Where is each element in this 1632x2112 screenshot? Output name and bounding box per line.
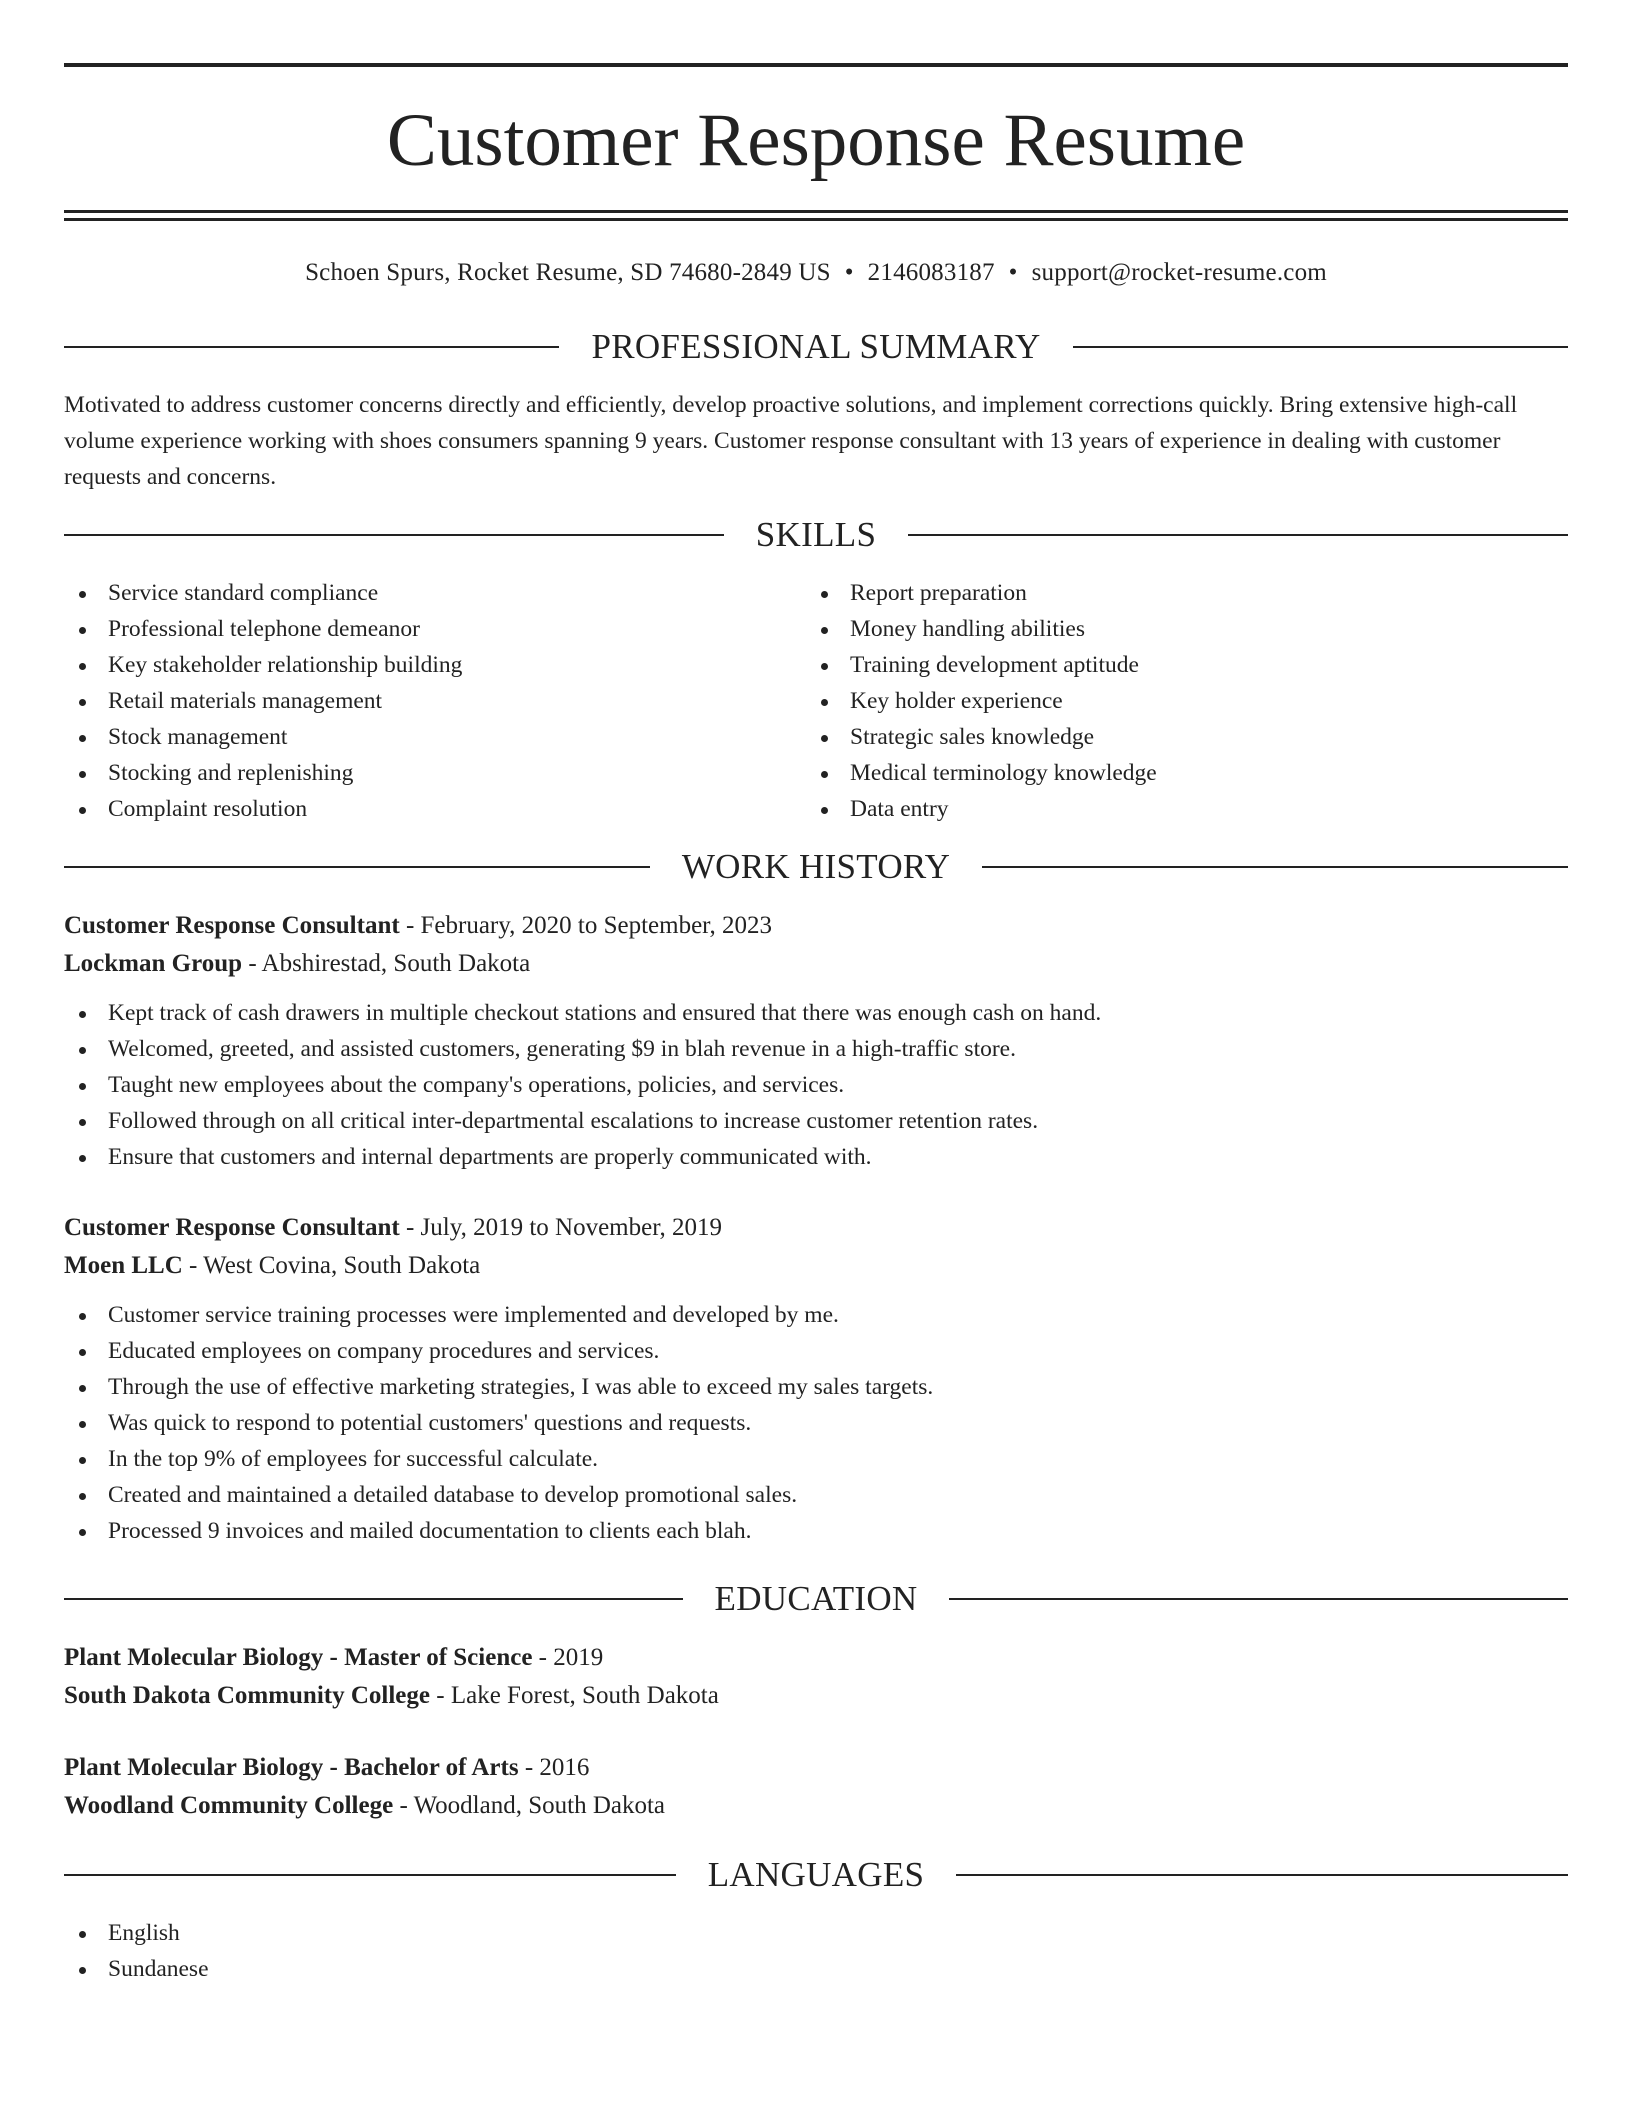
skill-item: Report preparation — [806, 575, 1558, 611]
job-title: Customer Response Consultant — [64, 912, 400, 939]
education-degree-line — [64, 1749, 1568, 1787]
education-year: - 2019 — [532, 1644, 604, 1671]
education-school: South Dakota Community College — [64, 1682, 430, 1709]
education-degree: Plant Molecular Biology - Master of Science — [64, 1644, 533, 1671]
job-dates: - July, 2019 to November, 2019 — [399, 1214, 723, 1241]
job-bullet: Through the use of effective marketing strategies, I was able to exceed my sales targets. — [64, 1369, 1568, 1405]
job-bullet: Processed 9 invoices and mailed documentation to clients each blah. — [64, 1513, 1568, 1549]
job-title-line — [64, 907, 1568, 945]
section-title-education: EDUCATION — [714, 1579, 918, 1618]
job-entry — [64, 907, 1568, 1175]
contact-address: Schoen Spurs, Rocket Resume, SD 74680-2849 US — [305, 259, 831, 286]
skill-item: Key stakeholder relationship building — [64, 647, 806, 683]
skill-item: Stocking and replenishing — [64, 755, 806, 791]
job-bullet: In the top 9% of employees for successful calculate. — [64, 1441, 1568, 1477]
job-title-line — [64, 1209, 1568, 1247]
education-school-line — [64, 1677, 1568, 1715]
job-bullet: Ensure that customers and internal departments are properly communicated with. — [64, 1139, 1568, 1175]
section-heading-languages — [64, 1855, 1568, 1895]
resume-title: Customer Response Resume — [386, 99, 1246, 182]
job-title: Customer Response Consultant — [64, 1214, 400, 1241]
language-item: English — [64, 1915, 1568, 1951]
skills-list — [64, 575, 1568, 827]
skill-item: Professional telephone demeanor — [64, 611, 806, 647]
languages-list — [64, 1915, 1568, 1987]
heading-rule-left — [64, 534, 724, 536]
skill-item: Money handling abilities — [806, 611, 1558, 647]
job-entry — [64, 1209, 1568, 1549]
job-company: Lockman Group — [64, 950, 243, 977]
skill-item: Training development aptitude — [806, 647, 1558, 683]
summary-text: Motivated to address customer concerns directly and efficiently, develop proactive solutions, and implement corrections quickly. Bring extensive high-call volume experience working with shoes consumers spanning 9 years. Customer response consultant with 13 years of experience in dealing with customer requests and concerns. — [64, 392, 1518, 490]
heading-rule-left — [64, 1874, 676, 1876]
job-bullet: Created and maintained a detailed database to develop promotional sales. — [64, 1477, 1568, 1513]
job-bullets — [64, 1297, 1568, 1549]
job-bullet: Welcomed, greeted, and assisted customers, generating $9 in blah revenue in a high-traffic store. — [64, 1031, 1568, 1067]
education-degree: Plant Molecular Biology - Bachelor of Arts — [64, 1754, 519, 1781]
job-bullet: Taught new employees about the company's operations, policies, and services. — [64, 1067, 1568, 1103]
contact-separator: • — [844, 259, 854, 286]
contact-phone: 2146083187 — [867, 259, 995, 286]
education-degree-line — [64, 1639, 1568, 1677]
section-heading-skills — [64, 515, 1568, 555]
job-dates: - February, 2020 to September, 2023 — [399, 912, 772, 939]
education-entry — [64, 1639, 1568, 1715]
skill-item: Data entry — [806, 791, 1558, 827]
section-title-summary: PROFESSIONAL SUMMARY — [591, 327, 1041, 366]
skill-item: Service standard compliance — [64, 575, 806, 611]
job-bullets — [64, 995, 1568, 1175]
job-location: - West Covina, South Dakota — [182, 1252, 481, 1279]
education-location: - Lake Forest, South Dakota — [430, 1682, 719, 1709]
title-double-rule — [64, 210, 1568, 221]
education-school-line — [64, 1787, 1568, 1825]
section-heading-work — [64, 847, 1568, 887]
education-school: Woodland Community College — [64, 1792, 394, 1819]
job-company: Moen LLC — [64, 1252, 183, 1279]
skill-item: Stock management — [64, 719, 806, 755]
heading-rule-right — [1073, 346, 1568, 348]
section-heading-summary — [64, 327, 1568, 367]
skill-item: Complaint resolution — [64, 791, 806, 827]
job-bullet: Educated employees on company procedures and services. — [64, 1333, 1568, 1369]
education-entry — [64, 1749, 1568, 1825]
language-item: Sundanese — [64, 1951, 1568, 1987]
education-year: - 2016 — [518, 1754, 590, 1781]
section-title-languages: LANGUAGES — [707, 1855, 925, 1894]
job-location: - Abshirestad, South Dakota — [242, 950, 531, 977]
heading-rule-left — [64, 866, 650, 868]
education-location: - Woodland, South Dakota — [393, 1792, 666, 1819]
heading-rule-right — [908, 534, 1568, 536]
section-heading-education — [64, 1579, 1568, 1619]
job-bullet: Customer service training processes were implemented and developed by me. — [64, 1297, 1568, 1333]
skill-item: Retail materials management — [64, 683, 806, 719]
skill-item: Medical terminology knowledge — [806, 755, 1558, 791]
job-company-line — [64, 945, 1568, 983]
contact-email: support@rocket-resume.com — [1031, 259, 1327, 286]
heading-rule-left — [64, 346, 559, 348]
job-bullet: Was quick to respond to potential customers' questions and requests. — [64, 1405, 1568, 1441]
top-rule — [64, 63, 1568, 67]
skills-column-right — [806, 575, 1558, 827]
section-title-work: WORK HISTORY — [681, 847, 951, 886]
heading-rule-right — [949, 1598, 1568, 1600]
skills-column-left — [64, 575, 806, 827]
heading-rule-right — [982, 866, 1568, 868]
contact-line — [64, 259, 1568, 287]
job-bullet: Followed through on all critical inter-departmental escalations to increase customer retention rates. — [64, 1103, 1568, 1139]
section-title-skills: SKILLS — [755, 515, 877, 554]
heading-rule-right — [956, 1874, 1568, 1876]
skill-item: Key holder experience — [806, 683, 1558, 719]
skill-item: Strategic sales knowledge — [806, 719, 1558, 755]
job-bullet: Kept track of cash drawers in multiple checkout stations and ensured that there was enough cash on hand. — [64, 995, 1568, 1031]
contact-separator: • — [1008, 259, 1018, 286]
heading-rule-left — [64, 1598, 683, 1600]
job-company-line — [64, 1247, 1568, 1285]
